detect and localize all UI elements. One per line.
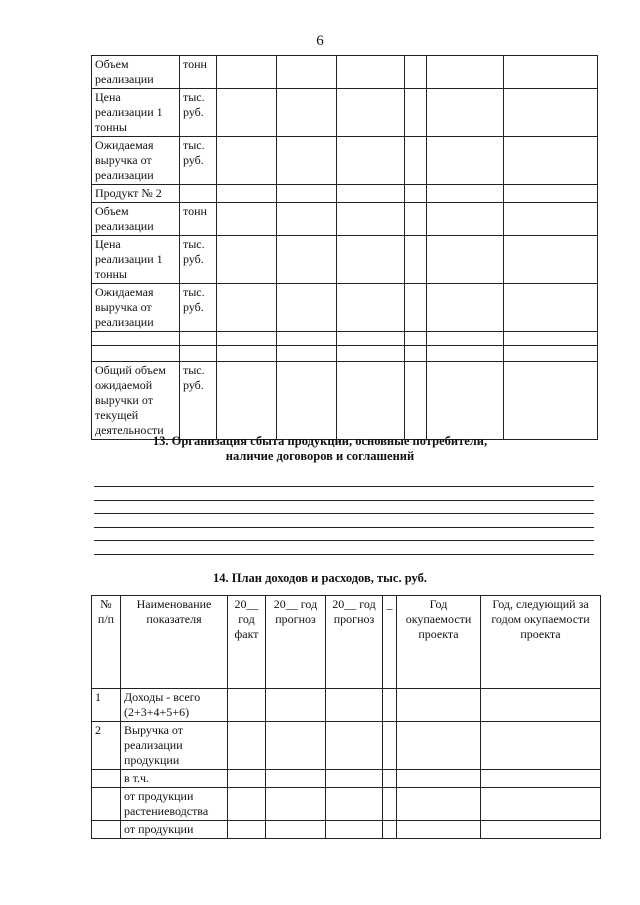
row-label: Объем реализации (92, 56, 180, 89)
table-row (92, 89, 598, 137)
fill-line (94, 486, 594, 487)
row-label: Цена реализации 1 тонны (92, 236, 180, 284)
table-row (92, 284, 598, 332)
table-row (92, 788, 601, 821)
row-label (92, 346, 180, 362)
row-label: Ожидаемая выручка от реализации (92, 137, 180, 185)
table-row (92, 722, 601, 770)
row-unit: тыс. руб. (180, 284, 217, 332)
row-num (92, 788, 121, 821)
row-num: 1 (92, 689, 121, 722)
row-name: Выручка от реализации продукции (121, 722, 228, 770)
section-13-title-line2: наличие договоров и соглашений (225, 449, 415, 463)
fill-line (94, 527, 594, 528)
header-blank: _ (383, 596, 397, 689)
table-row (92, 185, 598, 203)
row-label: Цена реализации 1 тонны (92, 89, 180, 137)
header-payback-year: Год окупаемости проекта (397, 596, 481, 689)
fill-line (94, 540, 594, 541)
table-row (92, 332, 598, 346)
table-row (92, 821, 601, 839)
row-name: от продукции растениеводства (121, 788, 228, 821)
row-label: Общий объем ожидаемой выручки от текущей деятельности (92, 362, 180, 440)
row-unit (180, 332, 217, 346)
row-label: Продукт № 2 (92, 185, 180, 203)
table-row (92, 56, 598, 89)
fill-line (94, 500, 594, 501)
row-unit (180, 346, 217, 362)
header-year-fact: 20__ год факт (228, 596, 266, 689)
table-row (92, 203, 598, 236)
header-num: № п/п (92, 596, 121, 689)
header-post-payback-year: Год, следующий за годом окупаемости проекта (481, 596, 601, 689)
row-unit (180, 185, 217, 203)
row-label: Объем реализации (92, 203, 180, 236)
table-row (92, 346, 598, 362)
section-13-title (0, 434, 640, 464)
row-unit: тонн (180, 203, 217, 236)
section-14-title: 14. План доходов и расходов, тыс. руб. (213, 571, 427, 585)
row-num: 2 (92, 722, 121, 770)
page-number: 6 (316, 33, 324, 49)
row-name: Доходы - всего (2+3+4+5+6) (121, 689, 228, 722)
income-expense-table (91, 595, 601, 839)
row-name: от продукции (121, 821, 228, 839)
row-label: Ожидаемая выручка от реализации (92, 284, 180, 332)
table-row (92, 236, 598, 284)
header-year-forecast-2: 20__ год прогноз (326, 596, 383, 689)
header-name: Наименование показателя (121, 596, 228, 689)
row-unit: тонн (180, 56, 217, 89)
sales-table (91, 55, 598, 440)
header-row (92, 596, 601, 689)
row-num (92, 770, 121, 788)
row-unit: тыс. руб. (180, 362, 217, 440)
section-13-title-line1: 13. Организация сбыта продукции, основные потребители, (152, 434, 488, 448)
row-unit: тыс. руб. (180, 137, 217, 185)
row-unit: тыс. руб. (180, 236, 217, 284)
table-row (92, 689, 601, 722)
header-year-forecast-1: 20__ год прогноз (266, 596, 326, 689)
row-name: в т.ч. (121, 770, 228, 788)
row-label (92, 332, 180, 346)
row-num (92, 821, 121, 839)
fill-line (94, 554, 594, 555)
table-row (92, 362, 598, 440)
fill-line (94, 513, 594, 514)
row-unit: тыс. руб. (180, 89, 217, 137)
table-row (92, 770, 601, 788)
table-row (92, 137, 598, 185)
